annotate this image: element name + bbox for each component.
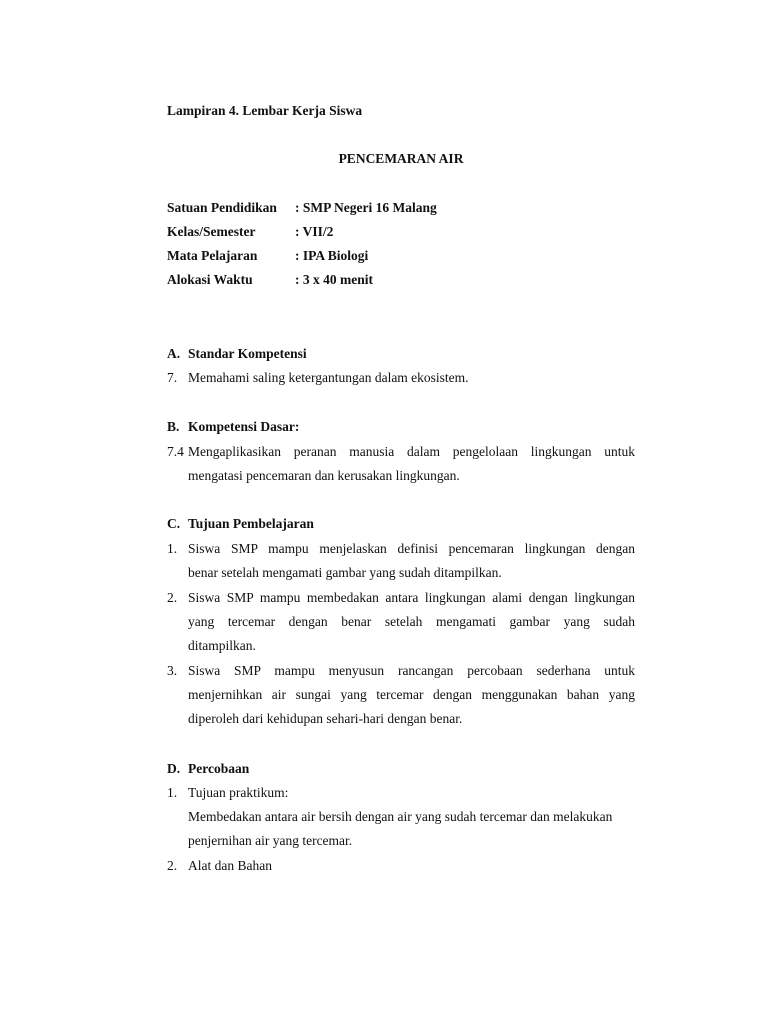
section-heading: Kompetensi Dasar: xyxy=(188,419,300,434)
item-number: 1. xyxy=(167,785,178,800)
identity-label: Satuan Pendidikan xyxy=(167,200,277,215)
item-text: penjernihan air yang tercemar. xyxy=(188,833,353,848)
item-text: Tujuan praktikum: xyxy=(188,785,289,800)
item-text: ditampilkan. xyxy=(188,638,256,653)
item-text: Memahami saling ketergantungan dalam ekosistem. xyxy=(188,370,469,385)
item-text: Siswa SMP mampu membedakan antara lingkungan alami dengan lingkungan xyxy=(188,590,635,605)
item-text: Mengaplikasikan peranan manusia dalam pengelolaan lingkungan untuk xyxy=(188,444,635,459)
item-number: 1. xyxy=(167,541,178,556)
identity-value: : SMP Negeri 16 Malang xyxy=(295,200,437,215)
section-letter: B. xyxy=(167,419,180,434)
identity-label: Alokasi Waktu xyxy=(167,272,253,287)
identity-label: Mata Pelajaran xyxy=(167,248,258,263)
item-text: Membedakan antara air bersih dengan air yang sudah tercemar dan melakukan xyxy=(188,809,613,824)
page-title-text: PENCEMARAN AIR xyxy=(338,151,464,166)
identity-value: : IPA Biologi xyxy=(295,248,369,263)
item-text: Siswa SMP mampu menyusun rancangan percobaan sederhana untuk xyxy=(188,663,635,678)
item-text: Siswa SMP mampu menjelaskan definisi pencemaran lingkungan dengan xyxy=(188,541,635,556)
section-letter: D. xyxy=(167,761,181,776)
item-number: 2. xyxy=(167,858,178,873)
identity-value: : 3 x 40 menit xyxy=(295,272,373,287)
item-text: diperoleh dari kehidupan sehari-hari dengan benar. xyxy=(188,711,463,726)
identity-value: : VII/2 xyxy=(295,224,334,239)
section-heading: Tujuan Pembelajaran xyxy=(188,516,314,531)
item-number: 2. xyxy=(167,590,178,605)
appendix-title: Lampiran 4. Lembar Kerja Siswa xyxy=(167,103,363,118)
section-heading: Standar Kompetensi xyxy=(188,346,307,361)
item-text: yang tercemar dengan benar setelah mengamati gambar yang sudah xyxy=(188,614,635,629)
identity-label: Kelas/Semester xyxy=(167,224,256,239)
section-letter: A. xyxy=(167,346,181,361)
item-number: 3. xyxy=(167,663,178,678)
section-heading: Percobaan xyxy=(188,761,250,776)
page-title xyxy=(0,151,768,167)
section-letter: C. xyxy=(167,516,181,531)
item-text: Alat dan Bahan xyxy=(188,858,272,873)
item-text: benar setelah mengamati gambar yang sudah ditampilkan. xyxy=(188,565,502,580)
item-number: 7.4 xyxy=(167,444,184,459)
item-number: 7. xyxy=(167,370,178,385)
item-text: mengatasi pencemaran dan kerusakan lingkungan. xyxy=(188,468,460,483)
item-text: menjernihkan air sungai yang tercemar dengan menggunakan bahan yang xyxy=(188,687,635,702)
